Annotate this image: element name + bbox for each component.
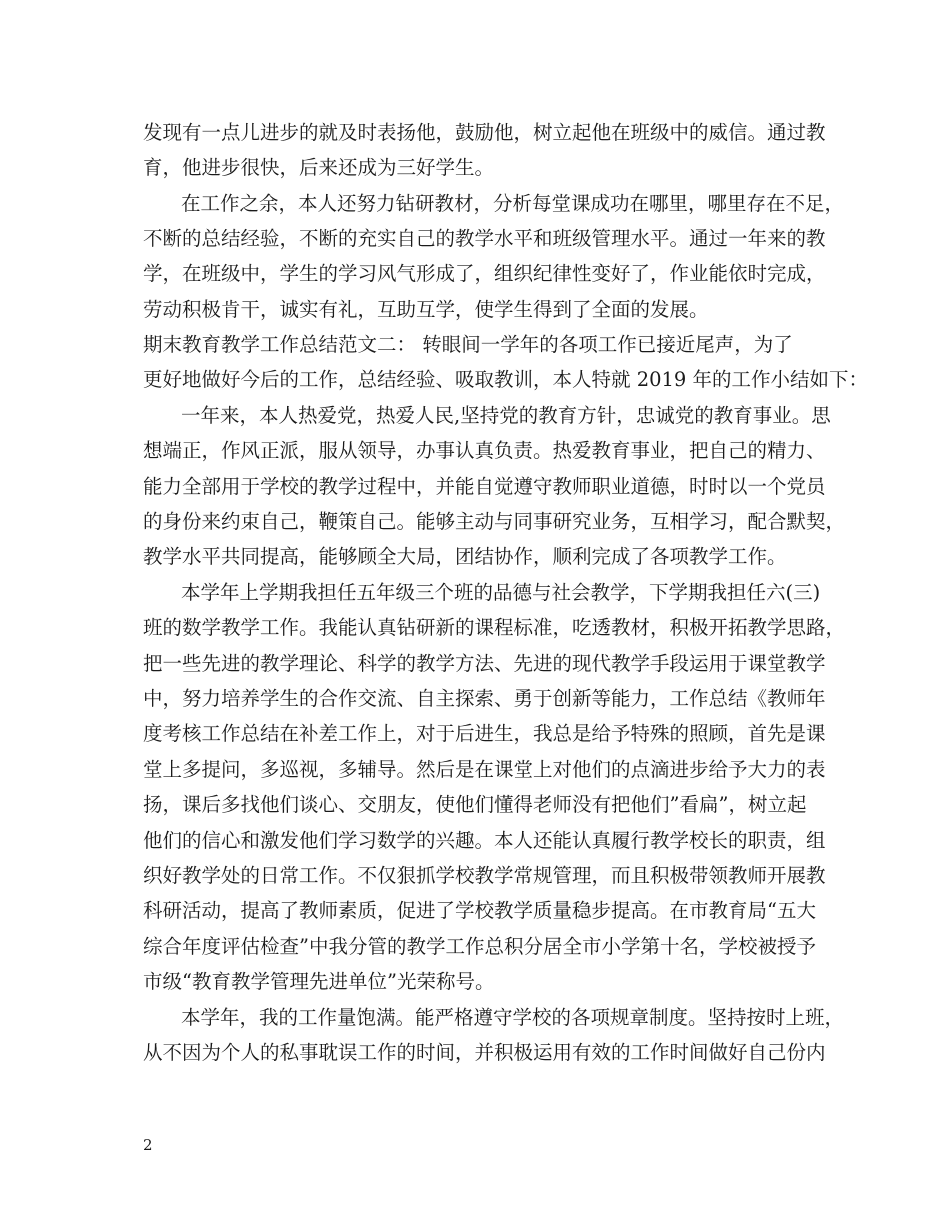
text-line: 科研活动，提高了教师素质，促进了学校教学质量稳步提高。在市教育局“五大 [143,899,816,922]
text-line: 中，努力培养学生的合作交流、自主探索、勇于创新等能力，工作总结《教师年 [143,687,826,710]
page-number: 2 [143,1136,153,1154]
text-line: 的身份来约束自己，鞭策自己。能够主动与同事研究业务，互相学习，配合默契， [143,510,846,533]
text-line: 从不因为个人的私事耽误工作的时间，并积极运用有效的工作时间做好自己份内 [143,1041,826,1064]
paragraph-start-line: 在工作之余，本人还努力钻研教材，分析每堂课成功在哪里，哪里存在不足， [181,192,845,215]
text-line: 班的数学教学工作。我能认真钻研新的课程标准，吃透教材，积极开拓教学思路， [143,616,846,639]
text-line: 不断的总结经验，不断的充实自己的教学水平和班级管理水平。通过一年来的教 [143,227,826,250]
text-line: 劳动积极肯干，诚实有礼，互助互学，使学生得到了全面的发展。 [143,298,709,321]
text-line: 想端正，作风正派，服从领导，办事认真负责。热爱教育事业，把自己的精力、 [143,439,826,462]
paragraph-start-line: 本学年，我的工作量饱满。能严格遵守学校的各项规章制度。坚持按时上班， [181,1006,845,1029]
text-line: 发现有一点儿进步的就及时表扬他，鼓励他，树立起他在班级中的威信。通过教 [143,121,826,144]
text-line: 把一些先进的教学理论、科学的教学方法、先进的现代教学手段运用于课堂教学 [143,652,826,675]
section-heading-line: 期末教育教学工作总结范文二： 转眼间一学年的各项工作已接近尾声，为了 [143,333,793,356]
paragraph-start-line: 一年来，本人热爱党，热爱人民,坚持党的教育方针，忠诚党的教育事业。思 [181,404,831,427]
text-line: 他们的信心和激发他们学习数学的兴趣。本人还能认真履行教学校长的职责，组 [143,829,826,852]
text-line: 堂上多提问，多巡视，多辅导。然后是在课堂上对他们的点滴进步给予大力的表 [143,758,826,781]
text-line: 学，在班级中，学生的学习风气形成了，组织纪律性变好了，作业能依时完成， [143,262,826,285]
text-line: 度考核工作总结在补差工作上，对于后进生，我总是给予特殊的照顾，首先是课 [143,722,826,745]
paragraph-start-line: 本学年上学期我担任五年级三个班的品德与社会教学，下学期我担任六(三) [181,581,821,604]
text-line: 织好教学处的日常工作。不仅狠抓学校教学常规管理，而且积极带领教师开展教 [143,864,826,887]
text-line: 能力全部用于学校的教学过程中，并能自觉遵守教师职业道德，时时以一个党员 [143,475,826,498]
text-line: 育，他进步很快，后来还成为三好学生。 [143,156,495,179]
text-line: 扬，课后多找他们谈心、交朋友，使他们懂得老师没有把他们”看扁”，树立起 [143,793,807,816]
text-line: 更好地做好今后的工作，总结经验、吸取教训，本人特就 2019 年的工作小结如下： [143,368,869,391]
text-line: 综合年度评估检查”中我分管的教学工作总积分居全市小学第十名，学校被授予 [143,935,816,958]
text-line: 市级“教育教学管理先进单位”光荣称号。 [143,970,495,993]
text-line: 教学水平共同提高，能够顾全大局，团结协作，顺利完成了各项教学工作。 [143,545,787,568]
